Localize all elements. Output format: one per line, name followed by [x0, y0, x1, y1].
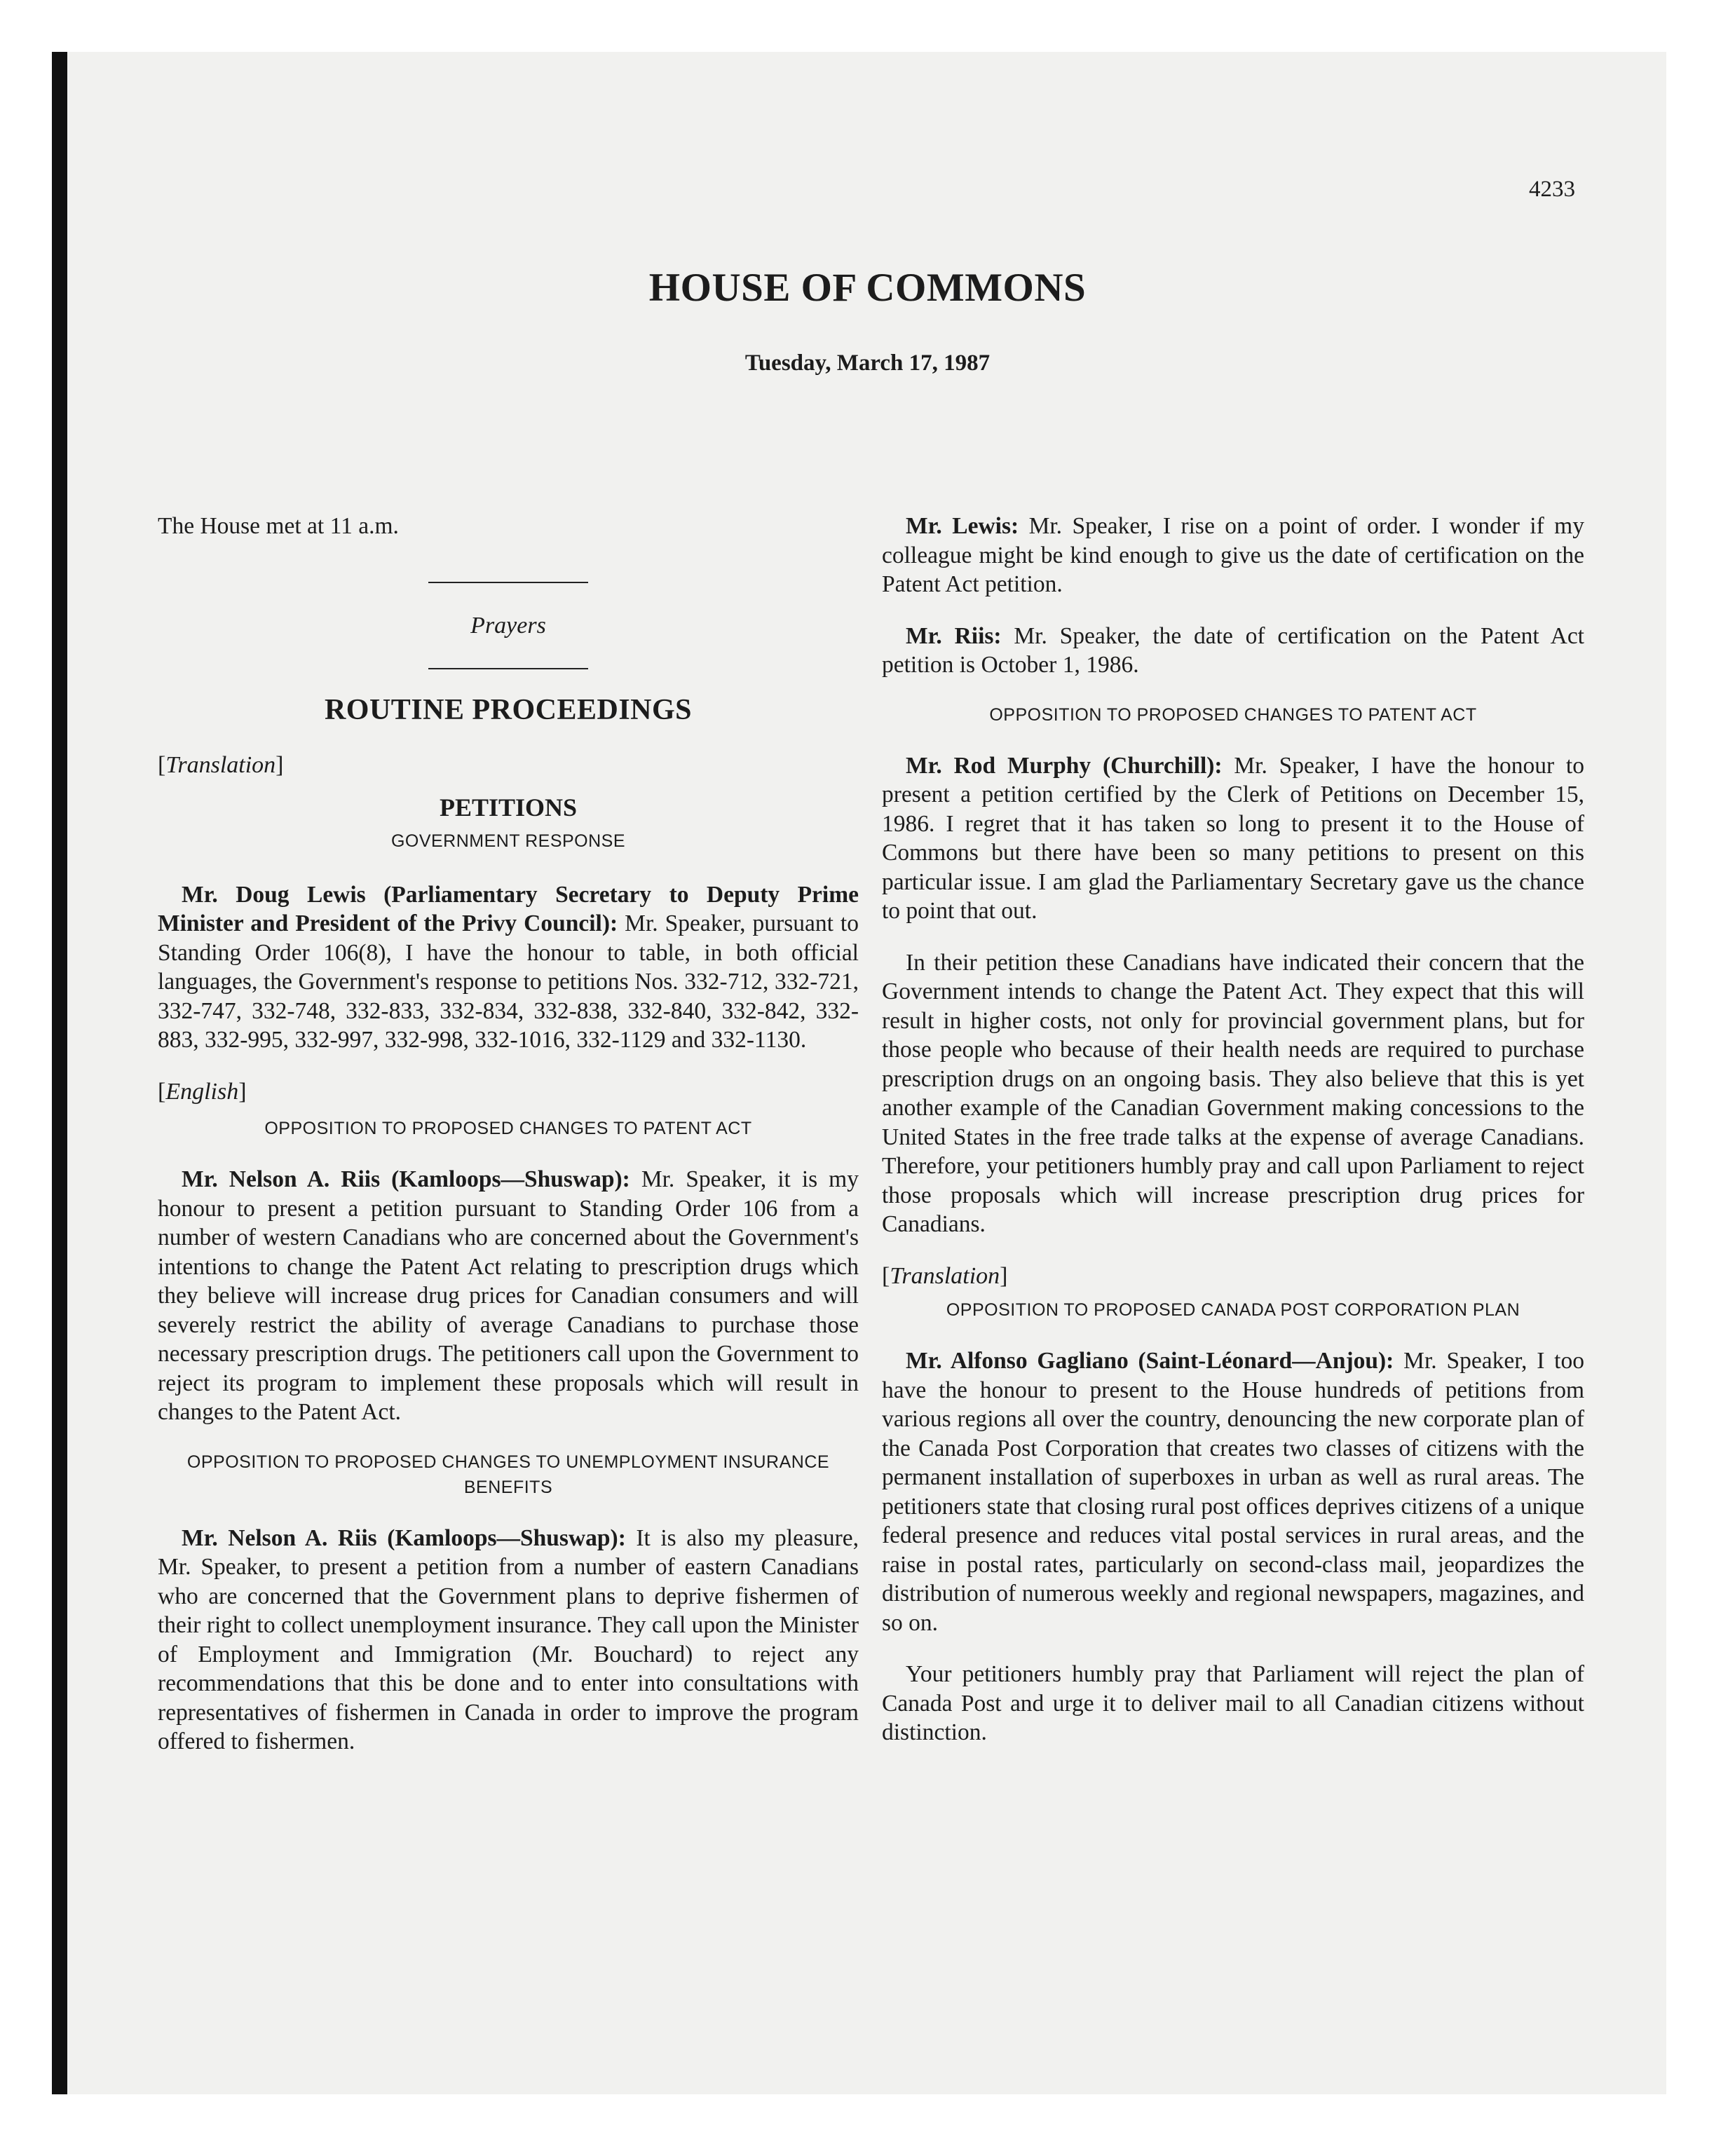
speaker-name: Mr. Riis: — [906, 622, 1002, 649]
petitions-heading: PETITIONS — [439, 793, 578, 821]
speech-text: Mr. Speaker, I too have the honour to present to the House hundreds of petitions from various regions all over the country, denouncing the new corporate plan of the Canada Post Corporation that creates two classes of citizens with the permanent installation of superboxes in urban as well as rural areas. The petitioners state that closing rural post offices deprives citizens of a unique federal presence and reduces vital postal services in rural areas, and the raise in postal rates, particularly on second-class mail, jeopardizes the distribution of numerous weekly and regional newspapers, magazines, and so on. — [882, 1348, 1584, 1636]
speech-paragraph: Your petitioners humbly pray that Parliament will reject the plan of Canada Post and urge it to deliver mail to all Canadian citizens without distinction. — [882, 1661, 1584, 1745]
speech-paragraph — [158, 1165, 859, 1427]
government-response-heading: GOVERNMENT RESPONSE — [390, 831, 626, 851]
routine-proceedings-heading: ROUTINE PROCEEDINGS — [324, 694, 693, 726]
speech-text: Mr. Speaker, I rise on a point of order. I wonder if my colleague might be kind enough to give us the date of certification on the Patent Act petition. — [882, 513, 1584, 597]
speech-paragraph — [882, 751, 1584, 926]
translation-tag-text: Translation — [890, 1262, 1000, 1289]
translation-tag-text: Translation — [165, 751, 276, 778]
page-title: HOUSE OF COMMONS — [648, 266, 1087, 310]
canada-post-heading: OPPOSITION TO PROPOSED CANADA POST CORPORATION PLAN — [946, 1300, 1520, 1320]
speech-text: Mr. Speaker, the date of certification on the Patent Act petition is October 1, 1986. — [882, 622, 1584, 678]
speaker-name: Mr. Lewis: — [906, 513, 1019, 539]
sitting-date: Tuesday, March 17, 1987 — [744, 350, 991, 376]
speech-paragraph — [158, 880, 859, 1055]
divider — [428, 668, 588, 669]
house-met-line: The House met at 11 a.m. — [158, 513, 399, 539]
english-tag: [English] — [158, 1078, 247, 1105]
speaker-name: Mr. Nelson A. Riis (Kamloops—Shuswap): — [182, 1524, 626, 1551]
speaker-name: Mr. Rod Murphy (Churchill): — [906, 752, 1223, 779]
speech-text: Mr. Speaker, pursuant to Standing Order 106(8), I have the honour to table, in both official languages, the Government's response to petitions Nos. 332-712, 332-721, 332-747, 332-748, 332-833, 332-834, 332-838, 332-840, 332-842, 332-883, 332-995, 332-997, 332-998, 332-1016, 332-1129 and 332-1130. — [158, 910, 859, 1053]
english-tag-text: English — [165, 1078, 239, 1105]
right-column — [882, 512, 1584, 1770]
left-column — [158, 512, 859, 1779]
speech-paragraph — [158, 1524, 859, 1756]
unemployment-insurance-heading: OPPOSITION TO PROPOSED CHANGES TO UNEMPLOYMENT INSURANCE BENEFITS — [186, 1452, 830, 1497]
speech-paragraph — [882, 512, 1584, 599]
patent-act-heading: OPPOSITION TO PROPOSED CHANGES TO PATENT ACT — [264, 1119, 752, 1138]
speech-paragraph — [882, 1346, 1584, 1637]
speech-paragraph: In their petition these Canadians have indicated their concern that the Government intends to change the Patent Act. They expect that this will result in higher costs, not only for provincial government plans, but for those people who because of their health needs are required to purchase prescription drugs on an ongoing basis. They also believe that this is yet another example of the Canadian Government making concessions to the United States in the free trade talks at the expense of average Canadians. Therefore, your petitioners humbly pray and call upon Parliament to reject those proposals which will increase prescription drug prices for Canadians. — [882, 949, 1584, 1237]
translation-tag: [Translation] — [158, 751, 284, 778]
speech-text: Mr. Speaker, I have the honour to present a petition certified by the Clerk of Petitions on December 15, 1986. I regret that it has taken so long to present it to the House of Commons but there have been so many petitions to present on this particular issue. I am glad the Parliamentary Secretary gave us the chance to point that out. — [882, 752, 1584, 924]
speech-text: Mr. Speaker, it is my honour to present a petition pursuant to Standing Order 106 from a number of western Canadians who are concerned about the Government's intentions to change the Patent Act relating to prescription drugs which they believe will increase drug prices for Canadian consumers and will severely restrict the ability of average Canadians to purchase those necessary prescription drugs. The petitioners call upon the Government to reject its program to implement these proposals which will result in changes to the Patent Act. — [158, 1166, 859, 1425]
speaker-name: Mr. Nelson A. Riis (Kamloops—Shuswap): — [182, 1166, 630, 1192]
speaker-name: Mr. Alfonso Gagliano (Saint-Léonard—Anjou): — [906, 1348, 1394, 1374]
speech-text: It is also my pleasure, Mr. Speaker, to present a petition from a number of eastern Canadians who are concerned that the Government plans to deprive fishermen of their right to collect unemployment insurance. They call upon the Minister of Employment and Immigration (Mr. Bouchard) to reject any recommendations that this be done and to enter into consultations with representatives of fishermen in Canada in order to improve the program offered to fishermen. — [158, 1524, 859, 1754]
page-number: 4233 — [1529, 177, 1575, 202]
prayers-heading: Prayers — [470, 612, 546, 639]
divider — [428, 582, 588, 583]
speech-paragraph — [882, 622, 1584, 680]
speaker-name: Mr. Doug Lewis (Parliamentary Secretary to Deputy Prime Minister and President of the Privy Council): — [158, 881, 859, 936]
patent-act-heading: OPPOSITION TO PROPOSED CHANGES TO PATENT ACT — [989, 704, 1477, 725]
translation-tag: [Translation] — [882, 1262, 1008, 1289]
